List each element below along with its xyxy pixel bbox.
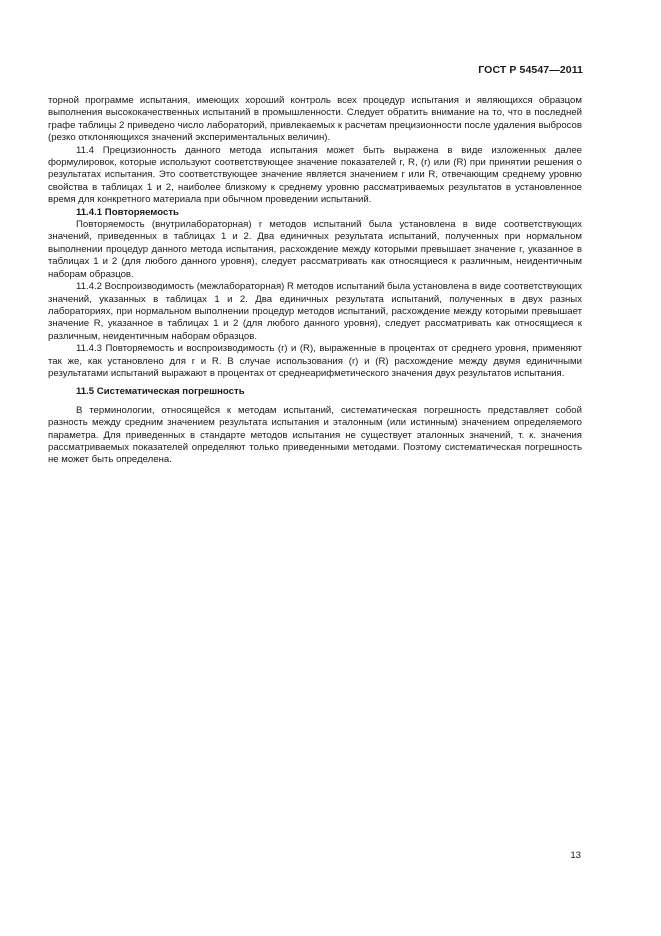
paragraph-11-4-2: 11.4.2 Воспроизводимость (межлабораторная) R методов испытаний была установлена в виде соответствующих значений, указанных в таблицах 1 и 2. Два единичных результата испытаний, полученных в двух разных лабораториях, при нормальном выполнении процедур методов испытаний, расхождение между которыми превышает значение R, указанное в таблицах 1 и 2 (для любого данного уровня), следует рассматривать как относящиеся к различным, неидентичным наборам образцов. [48, 281, 582, 342]
paragraph-11-4-3: 11.4.3 Повторяемость и воспроизводимость (r) и (R), выраженные в процентах от среднего уровня, применяют так же, как установлено для r и R. В случае использования (r) и (R) расхождение между двумя единичными результатами испытаний выражают в процентах от среднеарифметического значения двух результатов испытания. [48, 343, 582, 379]
heading-11-5: 11.5 Систематическая погрешность [76, 386, 245, 398]
paragraph-bias: В терминологии, относящейся к методам испытаний, систематическая погрешность представляет собой разность между средним значением результата испытания и эталонным (или истинным) значением определяемого параметра. Для приведенных в стандарте методов испытания не существует эталонных значений, т. к. значения рассматриваемых показателей определяют только приведенными методами. Поэтому систематическая погрешность не может быть определена. [48, 404, 582, 466]
paragraph-repeatability: Повторяемость (внутрилабораторная) r методов испытаний была установлена в виде соответствующих значений, приведенных в таблицах 1 и 2. Два единичных результата испытаний, полученных при нормальном выполнении процедур данного метода испытания, расхождение между которыми превышает значение r, указанное в таблицах 1 и 2 (для любого данного уровня), следует рассматривать как относящиеся к различным, неидентичным наборам образцов. [48, 219, 582, 280]
paragraph-11-4: 11.4 Прецизионность данного метода испытания может быть выражена в виде изложенных далее формулировок, которые используют соответствующее значение показателей r, R, (r) или (R) при принятии решения о результатах испытания. Это соответствующее значение является значением r или R, отвечающим среднему уровню свойства в таблицах 1 и 2, наиболее близкому к среднему уровню рассматриваемых результатов в установленное время для конкретного материала при обычном проведении испытаний. [48, 144, 582, 206]
document-body [48, 95, 582, 467]
page-number: 13 [570, 850, 581, 861]
paragraph-continuation: торной программе испытания, имеющих хороший контроль всех процедур испытания и являющихся образцом выполнения высококачественных испытаний в промышленности. Следует обратить внимание на то, что в последней графе таблицы 2 приведено число лабораторий, привлекаемых к расчетам прецизионности после удаления выбросов (резко отклоняющихся значений экспериментальных величин). [48, 95, 582, 144]
heading-11-4-1: 11.4.1 Повторяемость [76, 206, 179, 218]
document-id-header: ГОСТ Р 54547—2011 [478, 64, 583, 76]
